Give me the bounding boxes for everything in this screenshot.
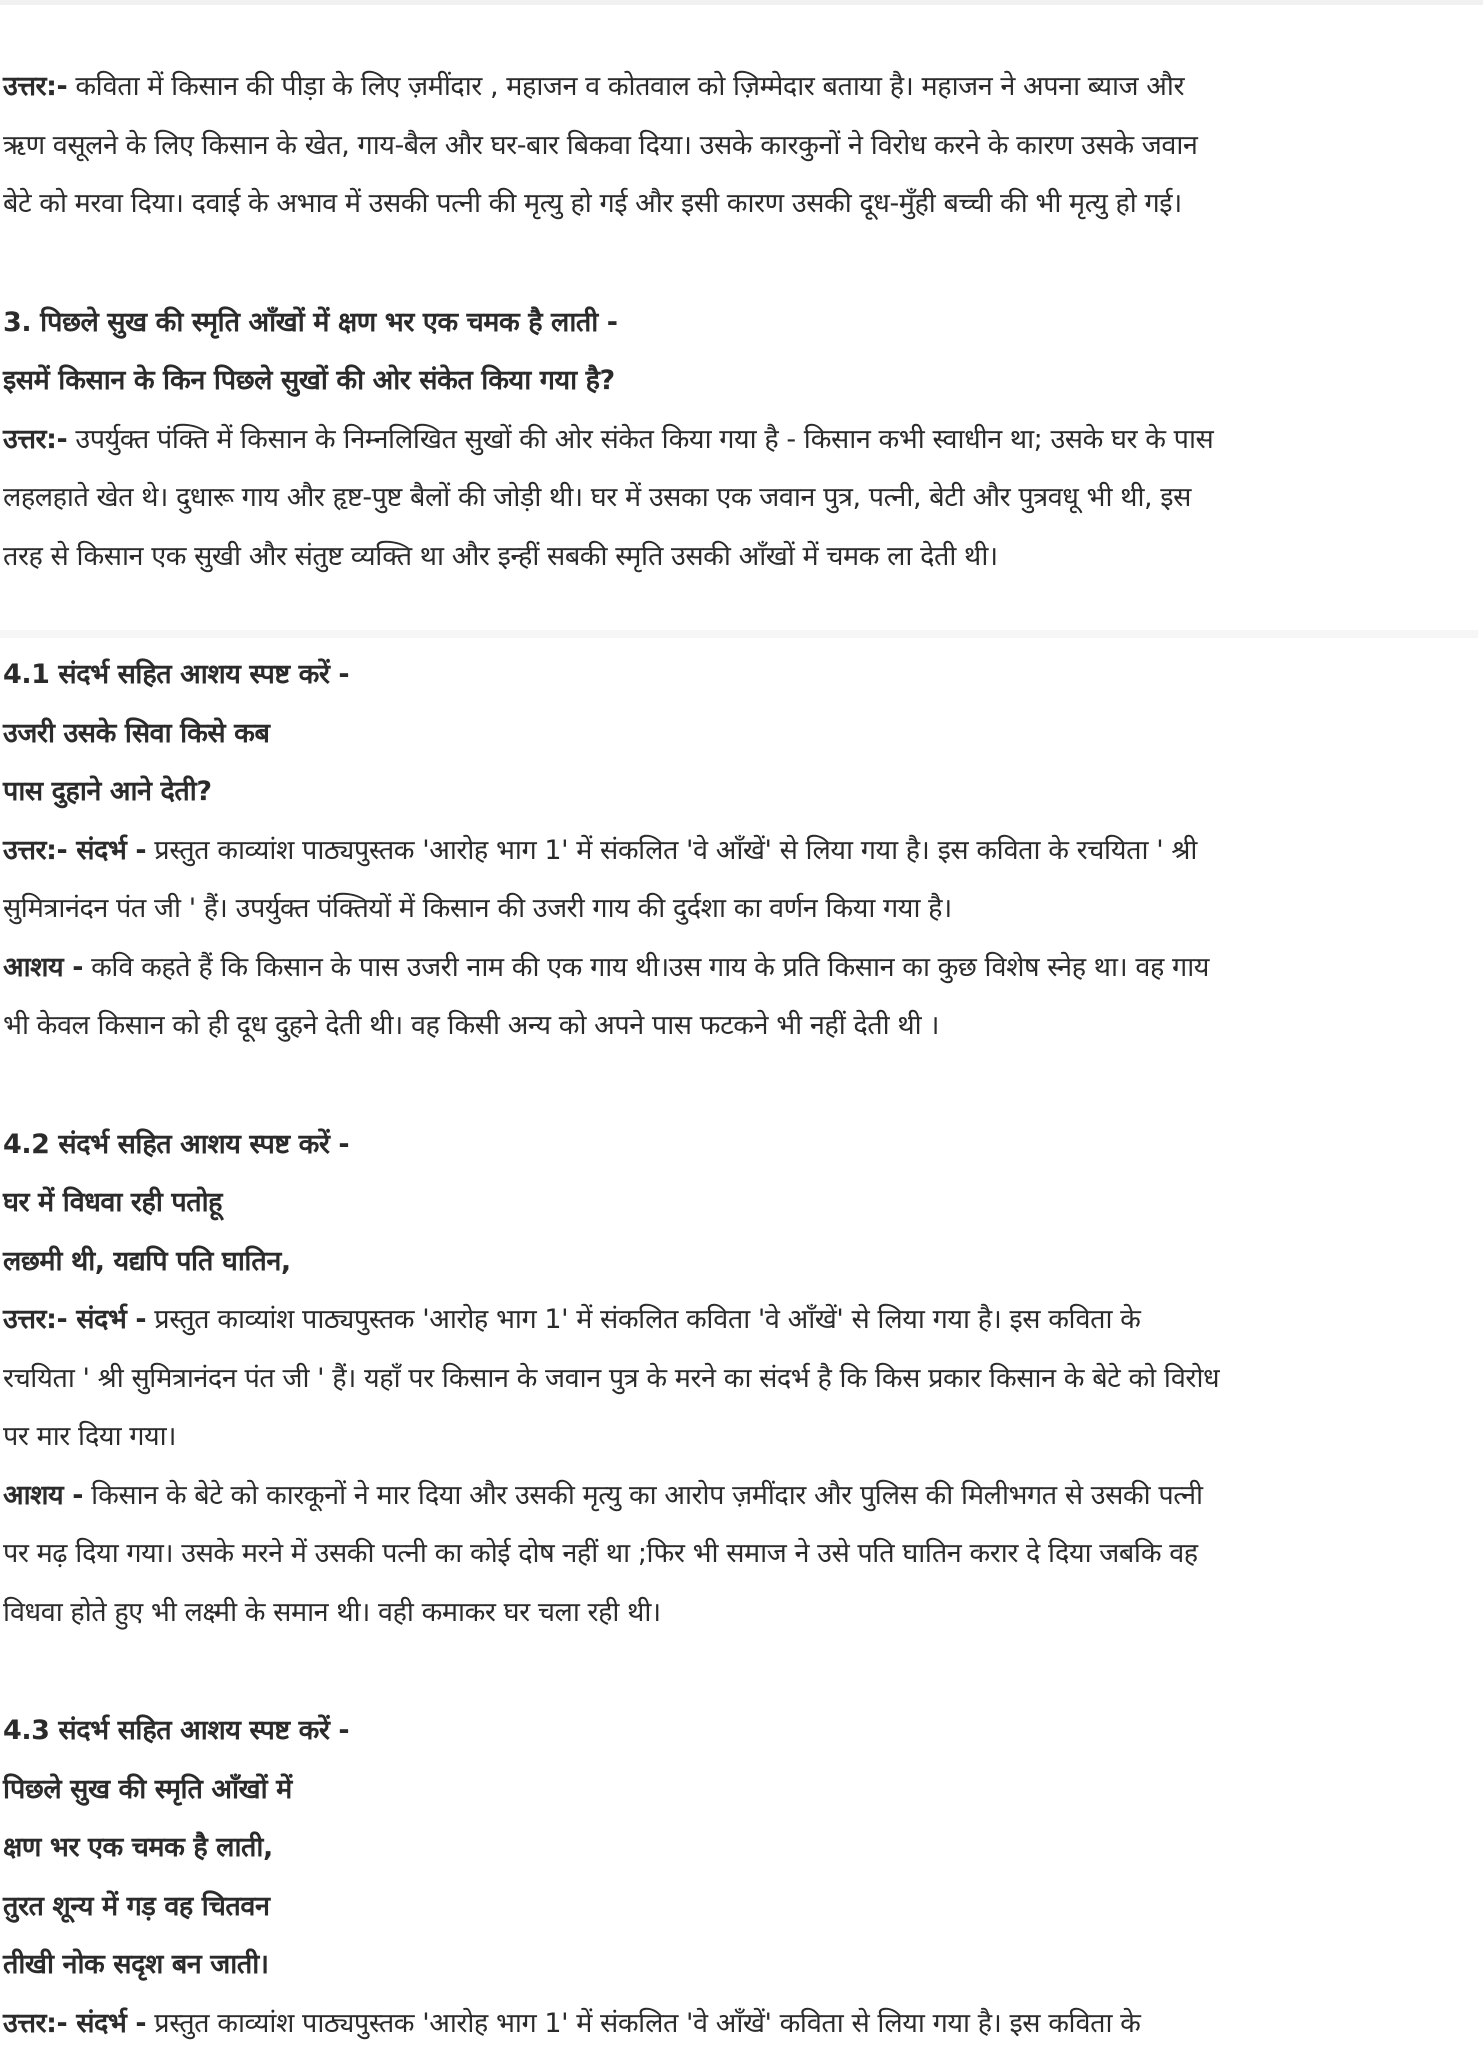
q3-answer-line-2: लहलहाते खेत थे। दुधारू गाय और हृष्ट-पुष्ट बैलों की जोड़ी थी। घर में उसका एक जवान पुत्र, पत्नी, बेटी और पुत्रवधू भी थी, इस: [3, 482, 1191, 513]
q4-1-ref-line-1: उत्तर:- संदर्भ - प्रस्तुत काव्यांश पाठ्यपुस्तक 'आरोह भाग 1' में संकलित 'वे आँखें' से लिया गया है। इस कविता के रचयिता ' श्री: [3, 834, 1197, 866]
spacer: [0, 1056, 1478, 1116]
answer-label: उत्तर:- संदर्भ -: [3, 2007, 147, 2039]
q2-answer-line-1: उत्तर:- कविता में किसान की पीड़ा के लिए ज़मींदार , महाजन व कोतवाल को ज़िम्मेदार बताया है। महाजन ने अपना ब्याज और: [3, 71, 1185, 102]
answer-label: उत्तर:- संदर्भ -: [3, 1304, 147, 1335]
q3-question: इसमें किसान के किन पिछले सुखों की ओर संकेत किया गया है?: [3, 365, 615, 396]
q4-2-block: [0, 1116, 1478, 1643]
q4-2-ref-line-3: पर मार दिया गया।: [3, 1421, 176, 1452]
q4-2-ref-line-1: उत्तर:- संदर्भ - प्रस्तुत काव्यांश पाठ्यपुस्तक 'आरोह भाग 1' में संकलित कविता 'वे आँखें' से लिया गया है। इस कविता के: [3, 1304, 1141, 1335]
q4-1-meaning-line-2: भी केवल किसान को ही दूध दुहने देती थी। वह किसी अन्य को अपने पास फटकने भी नहीं देती थी ।: [3, 1010, 940, 1041]
q4-2-title: 4.2 संदर्भ सहित आशय स्पष्ट करें -: [3, 1128, 350, 1160]
q2-answer-line-2: ऋण वसूलने के लिए किसान के खेत, गाय-बैल और घर-बार बिकवा दिया। उसके कारकुनों ने विरोध करने के कारण उसके जवान: [3, 129, 1198, 161]
q4-1-meaning-line-1: आशय - कवि कहते हैं कि किसान के पास उजरी नाम की एक गाय थी।उस गाय के प्रति किसान का कुछ विशेष स्नेह था। वह गाय: [3, 951, 1209, 983]
q4-3-verse-line-4: तीखी नोक सदृश बन जाती।: [3, 1949, 269, 1980]
q4-2-meaning-line-3: विधवा होते हुए भी लक्ष्मी के समान थी। वही कमाकर घर चला रही थी।: [3, 1596, 661, 1628]
meaning-label: आशय -: [3, 1479, 83, 1511]
q4-2-meaning-line-2: पर मढ़ दिया गया। उसके मरने में उसकी पत्नी का कोई दोष नहीं था ;फिर भी समाज ने उसे पति घातिन करार दे दिया जबकि वह: [3, 1538, 1198, 1569]
spacer: [0, 234, 1478, 294]
q3-answer-line-1: उत्तर:- उपर्युक्त पंक्ति में किसान के निम्नलिखित सुखों की ओर संकेत किया गया है - किसान कभी स्वाधीन था; उसके घर के पास: [3, 423, 1214, 455]
q3-title: 3. पिछले सुख की स्मृति आँखों में क्षण भर एक चमक है लाती -: [3, 306, 618, 338]
q2-answer-line-3: बेटे को मरवा दिया। दवाई के अभाव में उसकी पत्नी की मृत्यु हो गई और इसी कारण उसकी दूध-मुँही बच्ची की भी मृत्यु हो गई।: [3, 188, 1182, 219]
top-divider: [0, 0, 1483, 5]
q3-answer-line-3: तरह से किसान एक सुखी और संतुष्ट व्यक्ति था और इन्हीं सबकी स्मृति उसकी आँखों में चमक ला देती थी।: [3, 540, 998, 572]
q4-3-verse-line-1: पिछले सुख की स्मृति आँखों में: [3, 1773, 292, 1805]
q4-3-ref-line-1: उत्तर:- संदर्भ - प्रस्तुत काव्यांश पाठ्यपुस्तक 'आरोह भाग 1' में संकलित 'वे आँखें' कविता से लिया गया है। इस कविता के: [3, 2007, 1141, 2039]
q4-1-verse-line-1: उजरी उसके सिवा किसे कब: [3, 717, 270, 749]
q4-2-verse-line-2: लछमी थी, यद्यपि पति घातिन,: [3, 1245, 291, 1277]
q4-1-block: [0, 646, 1478, 1056]
q4-3-title: 4.3 संदर्भ सहित आशय स्पष्ट करें -: [3, 1715, 350, 1746]
section-divider: [0, 586, 1478, 646]
answer-label: उत्तर:- संदर्भ -: [3, 834, 147, 866]
q2-answer-block: [0, 58, 1478, 234]
q4-1-ref-line-2: सुमित्रानंदन पंत जी ' हैं। उपर्युक्त पंक्तियों में किसान की उजरी गाय की दुर्दशा का वर्णन किया गया है।: [3, 893, 952, 924]
q4-3-verse-line-2: क्षण भर एक चमक है लाती,: [3, 1832, 273, 1863]
q4-3-verse-line-3: तुरत शून्य में गड़ वह चितवन: [3, 1890, 270, 1922]
answer-label: उत्तर:-: [3, 71, 68, 102]
q4-2-meaning-line-1: आशय - किसान के बेटे को कारकूनों ने मार दिया और उसकी मृत्यु का आरोप ज़मींदार और पुलिस की मिलीभगत से उसकी पत्नी: [3, 1479, 1203, 1511]
spacer: [0, 1642, 1478, 1702]
q4-1-title: 4.1 संदर्भ सहित आशय स्पष्ट करें -: [3, 659, 350, 690]
q4-2-ref-line-2: रचयिता ' श्री सुमित्रानंदन पंत जी ' हैं। यहाँ पर किसान के जवान पुत्र के मरने का संदर्भ है कि किस प्रकार किसान के बेटे को विरोध: [3, 1362, 1220, 1394]
meaning-label: आशय -: [3, 951, 83, 983]
q4-3-block: [0, 1702, 1478, 2053]
q4-1-verse-line-2: पास दुहाने आने देती?: [3, 776, 212, 807]
document-body: [0, 58, 1478, 2053]
answer-label: उत्तर:-: [3, 423, 68, 455]
q4-2-verse-line-1: घर में विधवा रही पतोहू: [3, 1187, 223, 1218]
q3-block: [0, 294, 1478, 587]
